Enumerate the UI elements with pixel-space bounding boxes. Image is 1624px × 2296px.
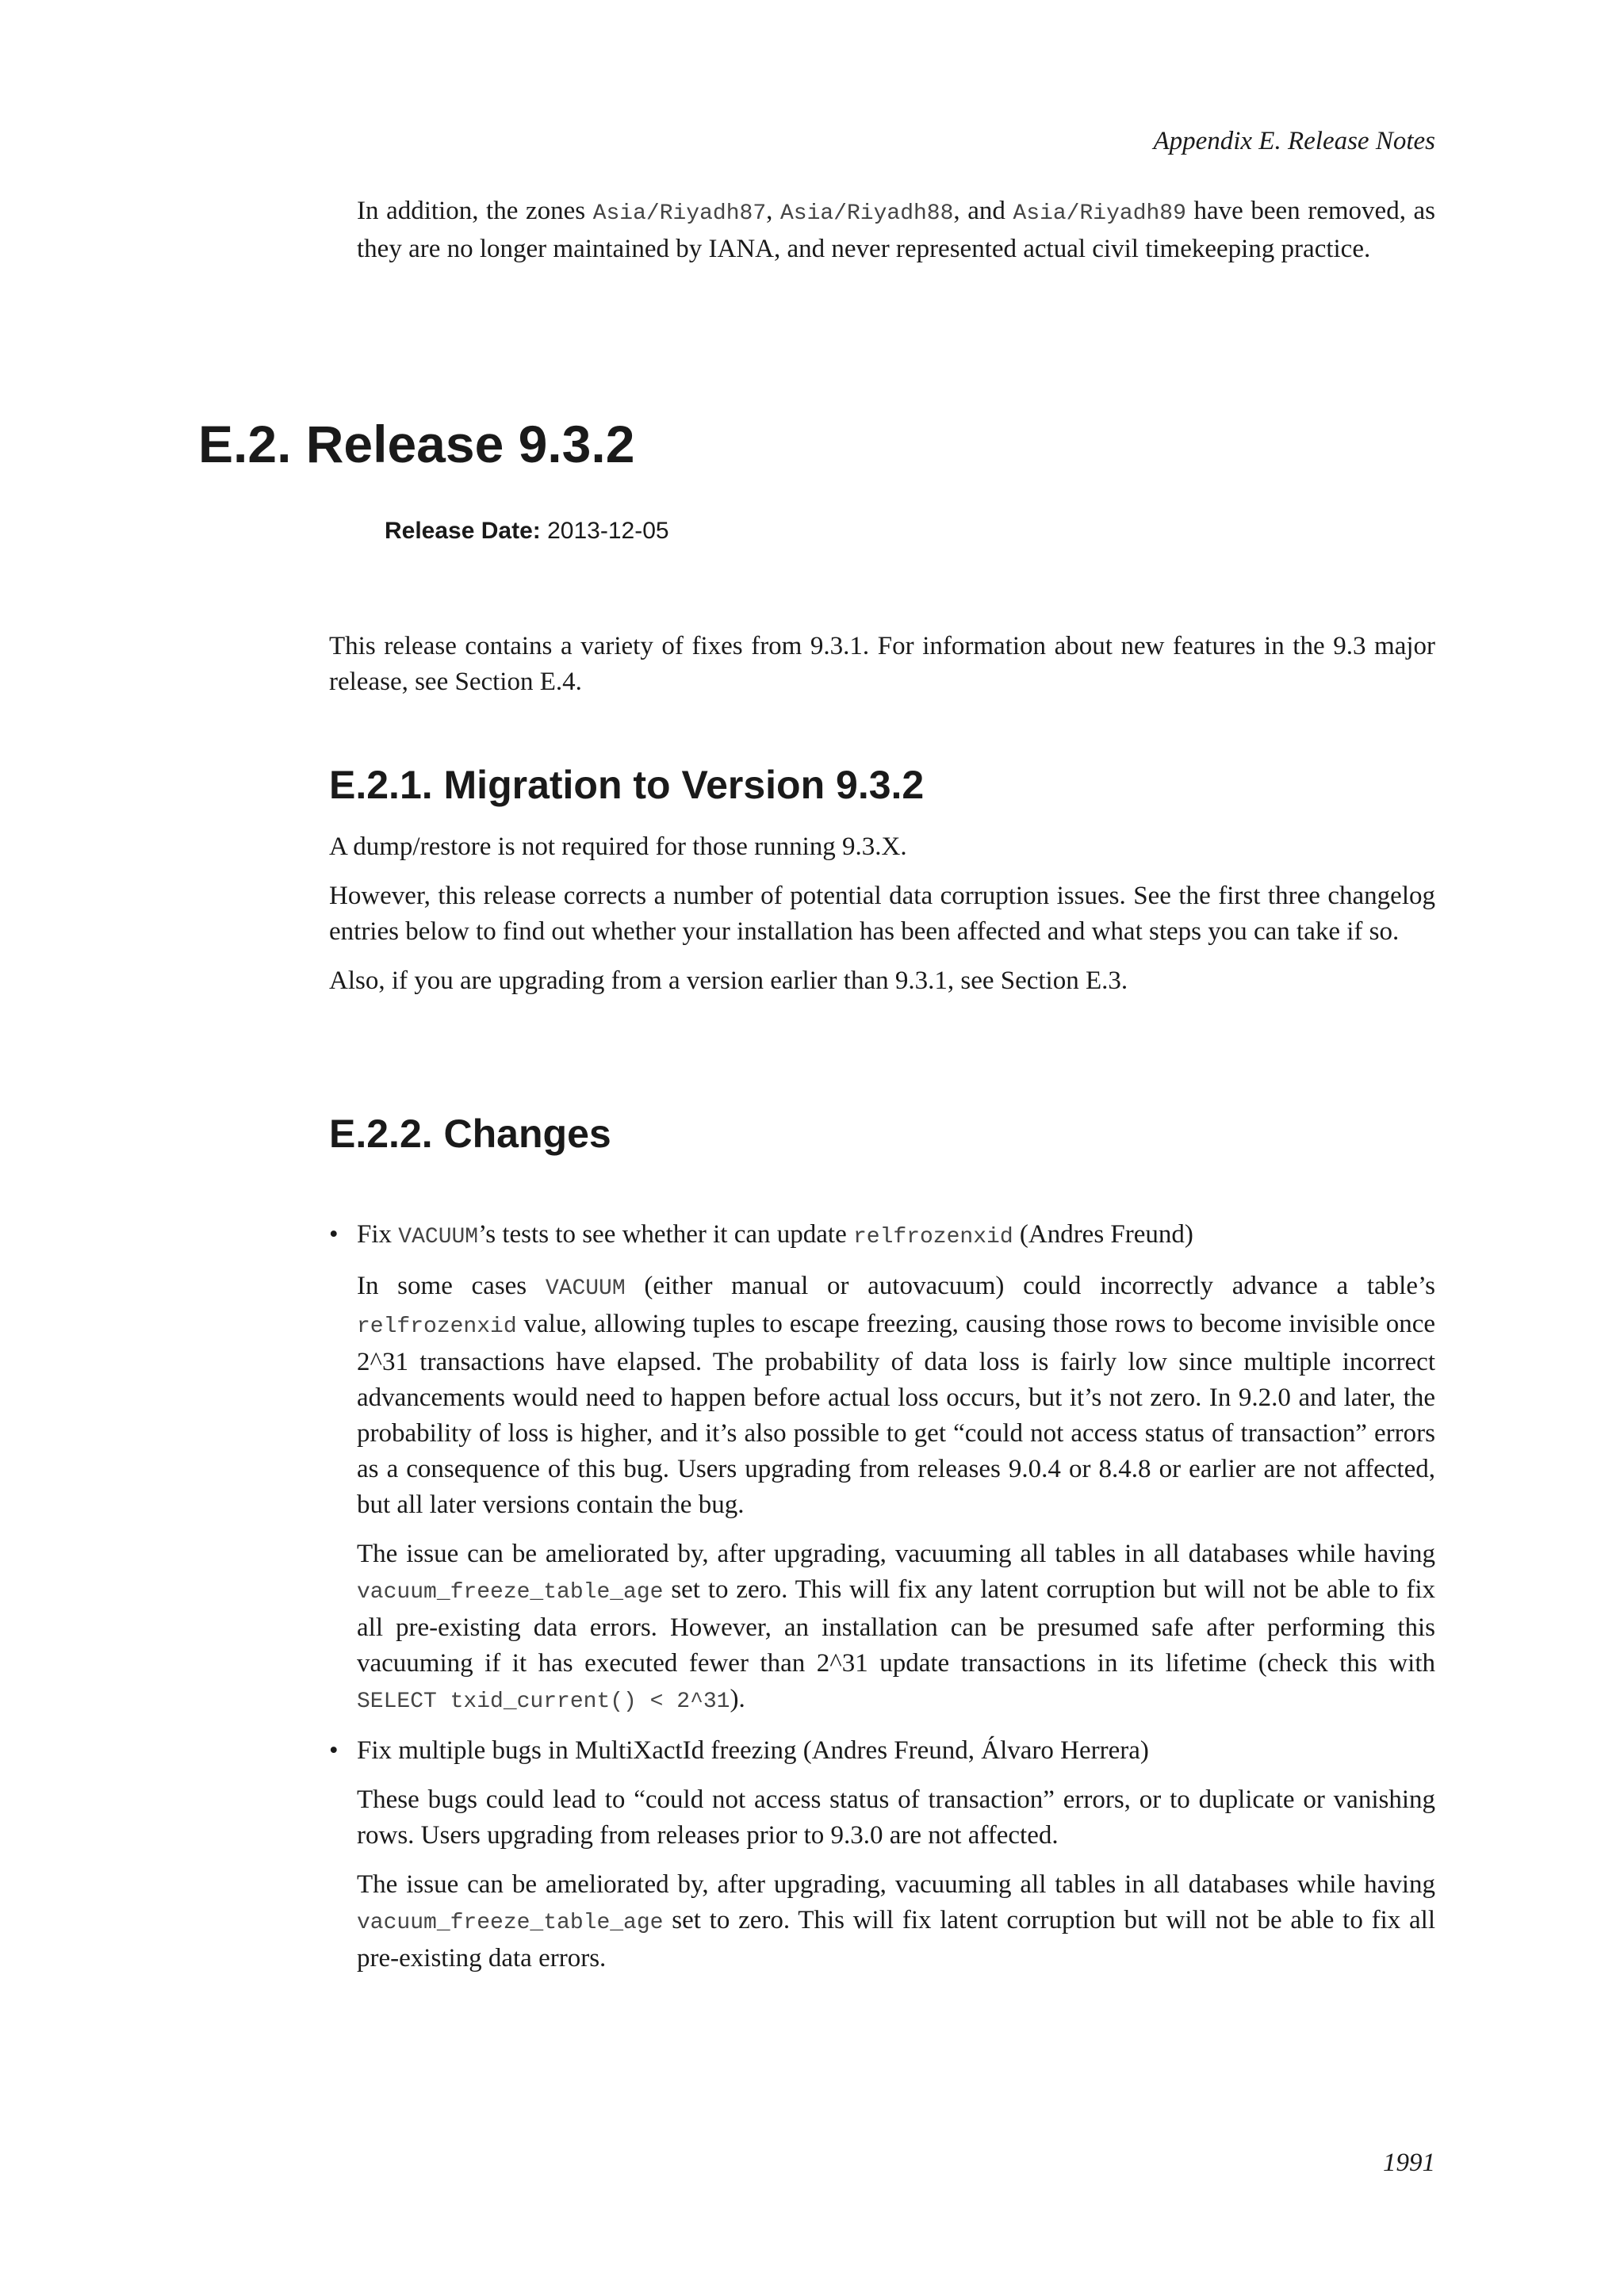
change-remedy-paragraph — [357, 1867, 1435, 1976]
release-date — [385, 518, 669, 545]
zone-code-1: Asia/Riyadh87 — [592, 201, 767, 226]
changes-title: E.2.2. Changes — [329, 1112, 611, 1156]
intro-text-3: , and — [953, 197, 1013, 225]
bullet-icon: • — [329, 1736, 339, 1765]
change-item-vacuum — [329, 1217, 1435, 1720]
change-heading-text: Fix — [357, 1220, 399, 1249]
detail-text: value, allowing tuples to escape freezing, causing those rows to become invisible once 2^31 transactions have elapsed. The probability of data loss is fairly low since multiple incorrect advancements would need to happen before actual loss occurs, but it’s not zero. In 9.2.0 and later, the probability of loss is higher, and it’s also possible to get “could not access status of transaction” errors as a consequence of this bug. Users upgrading from releases 9.0.4 or 8.4.8 or earlier are not affected, but all later versions contain the bug. — [357, 1310, 1435, 1519]
migration-title: E.2.1. Migration to Version 9.3.2 — [329, 763, 925, 807]
changes-list — [329, 1217, 1435, 1976]
migration-paragraph-3: Also, if you are upgrading from a version earlier than 9.3.1, see Section E.3. — [329, 966, 1128, 995]
zone-code-2: Asia/Riyadh88 — [779, 201, 954, 226]
release-date-label: Release Date: — [385, 518, 541, 544]
migration-section — [329, 829, 1435, 999]
page-number: 1991 — [1383, 2149, 1435, 2177]
change-item-multixact — [329, 1733, 1435, 1976]
zone-code-3: Asia/Riyadh89 — [1013, 201, 1186, 226]
change-detail-paragraph — [357, 1269, 1435, 1523]
migration-paragraph-2: However, this release corrects a number of potential data corruption issues. See the first three changelog entries below to find out whether your installation has been affected and what steps you can take if so. — [329, 882, 1435, 946]
remedy-text: The issue can be ameliorated by, after upgrading, vacuuming all tables in all databases while having — [357, 1870, 1435, 1899]
migration-paragraph-1: A dump/restore is not required for those running 9.3.X. — [329, 832, 907, 861]
intro-text-1: In addition, the zones — [357, 197, 593, 225]
remedy-text: The issue can be ameliorated by, after upgrading, vacuuming all tables in all databases while having — [357, 1540, 1435, 1568]
change-detail-paragraph: These bugs could lead to “could not access status of transaction” errors, or to duplicate or vanishing rows. Users upgrading from releases prior to 9.3.0 are not affected. — [357, 1785, 1435, 1850]
code-vacuum-freeze-table-age: vacuum_freeze_table_age — [357, 1911, 664, 1935]
code-vacuum: VACUUM — [545, 1276, 626, 1301]
remedy-text: ). — [730, 1685, 745, 1713]
code-vacuum-freeze-table-age: vacuum_freeze_table_age — [357, 1580, 664, 1605]
detail-text: (either manual or autovacuum) could incorrectly advance a table’s — [625, 1272, 1435, 1300]
intro-text-2: , — [766, 197, 780, 225]
bullet-icon: • — [329, 1220, 339, 1249]
intro-text-4: have been removed, as they are no longer maintained by IANA, and never represented actual civil timekeeping practice. — [357, 197, 1436, 263]
code-vacuum: VACUUM — [398, 1225, 479, 1249]
release-summary: This release contains a variety of fixes from 9.3.1. For information about new features in the 9.3 major release, see Section E.4. — [329, 632, 1435, 696]
change-heading — [357, 1217, 1435, 1255]
change-heading-text: ’s tests to see whether it can update — [478, 1220, 853, 1249]
remedy-text: set to zero. This will fix any latent corruption but will not be able to fix all pre-existing data errors. However, an installation can be presumed safe after performing this vacuuming if it has executed fewer than 2^31 update transactions in its lifetime (check this with — [357, 1575, 1435, 1678]
section-title: E.2. Release 9.3.2 — [198, 415, 635, 473]
code-select-txid: SELECT txid_current() < 2^31 — [357, 1689, 730, 1714]
code-relfrozenxid: relfrozenxid — [357, 1314, 517, 1339]
release-date-value: 2013-12-05 — [547, 518, 669, 544]
change-heading-text: (Andres Freund) — [1013, 1220, 1193, 1249]
running-header: Appendix E. Release Notes — [1153, 127, 1435, 155]
remedy-text: set to zero. This will fix latent corruption but will not be able to fix all pre-existing data errors. — [357, 1906, 1435, 1973]
intro-paragraph — [357, 193, 1435, 267]
detail-text: In some cases — [357, 1272, 546, 1300]
change-heading: Fix multiple bugs in MultiXactId freezing (Andres Freund, Álvaro Herrera) — [357, 1736, 1149, 1765]
change-remedy-paragraph — [357, 1536, 1435, 1720]
code-relfrozenxid: relfrozenxid — [852, 1225, 1013, 1249]
